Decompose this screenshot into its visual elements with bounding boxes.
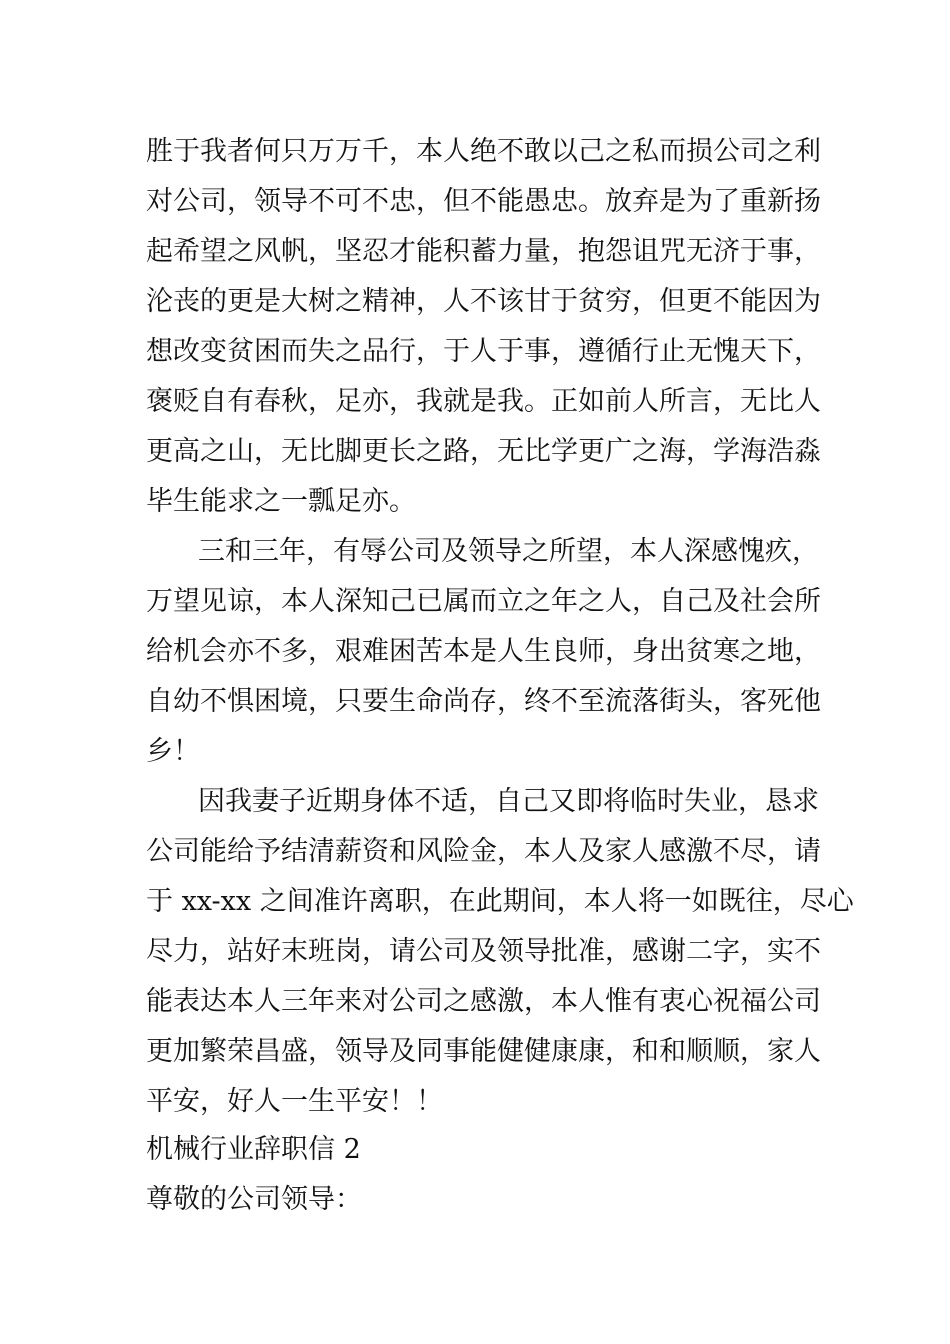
paragraph-line: 能表达本人三年来对公司之感激，本人惟有衷心祝福公司 [146,986,821,1017]
paragraph-line: 更高之山，无比脚更长之路，无比学更广之海，学海浩淼 [146,436,821,467]
paragraph-line: 自幼不惧困境，只要生命尚存，终不至流落街头，客死他 [146,686,821,717]
paragraph-line: 褒贬自有春秋，足亦，我就是我。正如前人所言，无比人 [146,386,821,417]
paragraph-line: 想改变贫困而失之品行，于人于事，遵循行止无愧天下， [146,336,821,367]
paragraph-first-line: 三和三年，有辱公司及领导之所望，本人深感愧疚， [198,536,819,567]
paragraph-line: 万望见谅，本人深知己已属而立之年之人，自己及社会所 [146,586,821,617]
paragraph-first-line: 因我妻子近期身体不适，自己又即将临时失业，恳求 [198,786,819,817]
paragraph-line: 尽力，站好末班岗，请公司及领导批准，感谢二字，实不 [146,936,821,967]
paragraph-line: 给机会亦不多，艰难困苦本是人生良师，身出贫寒之地， [146,636,821,667]
paragraph-line: 平安，好人一生平安！！ [146,1086,443,1117]
paragraph-line: 沦丧的更是大树之精神，人不该甘于贫穷，但更不能因为 [146,286,821,317]
section-title: 机械行业辞职信 2 [146,1134,361,1165]
paragraph-line: 于 xx-xx 之间准许离职，在此期间，本人将一如既往，尽心 [146,886,854,917]
paragraph-line: 毕生能求之一瓢足亦。 [146,486,416,517]
paragraph-line: 乡！ [146,736,200,767]
paragraph-line: 起希望之风帆，坚忍才能积蓄力量，抱怨诅咒无济于事， [146,236,821,267]
paragraph-line: 对公司，领导不可不忠，但不能愚忠。放弃是为了重新扬 [146,186,821,217]
salutation: 尊敬的公司领导： [146,1184,362,1215]
paragraph-line: 胜于我者何只万万千，本人绝不敢以己之私而损公司之利 [146,136,821,167]
paragraph-line: 公司能给予结清薪资和风险金，本人及家人感激不尽，请 [146,836,821,867]
paragraph-line: 更加繁荣昌盛，领导及同事能健健康康，和和顺顺，家人 [146,1036,821,1067]
